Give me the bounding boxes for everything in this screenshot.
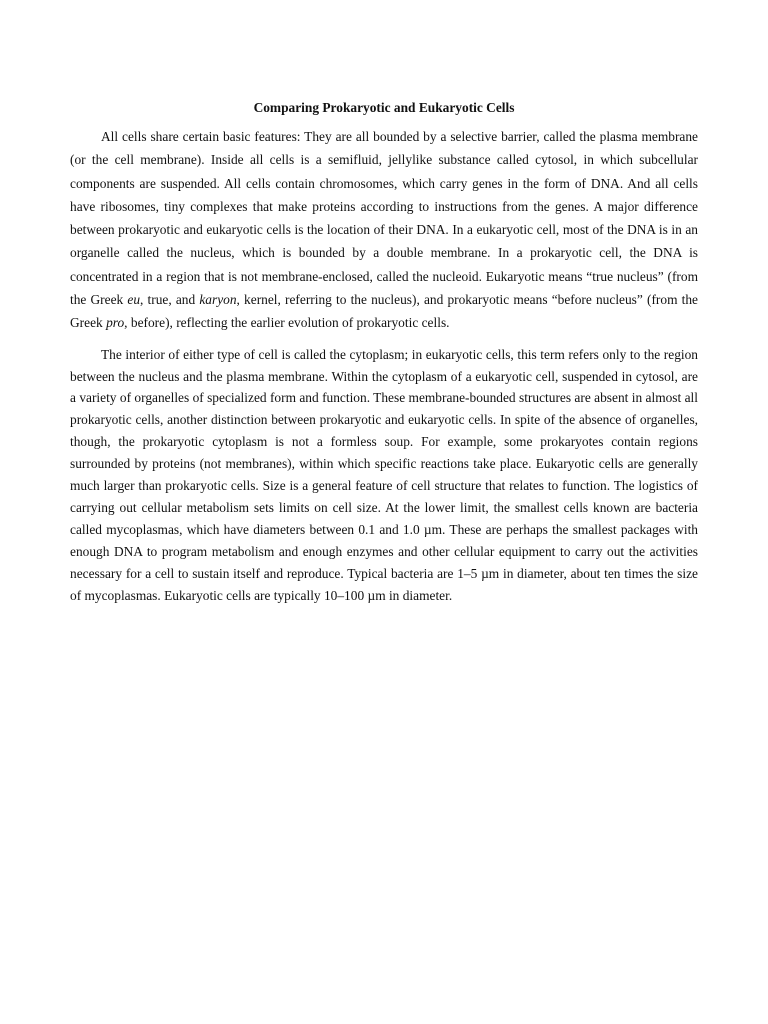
document-body <box>70 96 698 607</box>
paragraph-1-italic-pro: pro <box>106 315 125 331</box>
document-title: Comparing Prokaryotic and Eukaryotic Cells <box>253 100 515 115</box>
paragraph-1-italic-karyon: karyon <box>199 292 237 308</box>
paragraph-2: The interior of either type of cell is called the cytoplasm; in eukaryotic cells, this term refers only to the region between the nucleus and the plasma membrane. Within the cytoplasm of a eukaryotic cell, suspended in cytosol, are a variety of organelles of specialized form and function. These membrane-bounded structures are absent in almost all prokaryotic cells, another distinction between prokaryotic and eukaryotic cells. In spite of the absence of organelles, though, the prokaryotic cytoplasm is not a formless soup. For example, some prokaryotes contain regions surrounded by proteins (not membranes), within which specific reactions take place. Eukaryotic cells are generally much larger than prokaryotic cells. Size is a general feature of cell structure that relates to function. The logistics of carrying out cellular metabolism sets limits on cell size. At the lower limit, the smallest cells known are bacteria called mycoplasmas, which have diameters between 0.1 and 1.0 µm. These are perhaps the smallest packages with enough DNA to program metabolism and enough enzymes and other cellular equipment to carry out the activities necessary for a cell to sustain itself and reproduce. Typical bacteria are 1–5 µm in diameter, about ten times the size of mycoplasmas. Eukaryotic cells are typically 10–100 µm in diameter. <box>70 346 698 603</box>
paragraph-1-text-b: , true, and <box>140 292 200 308</box>
paragraph-1-text-a: All cells share certain basic features: They are all bounded by a selective barrier, called the plasma membrane (or the cell membrane). Inside all cells is a semifluid, jellylike substance called cytosol, in which subcellular components are suspended. All cells contain chromosomes, which carry genes in the form of DNA. And all cells have ribosomes, tiny complexes that make proteins according to instructions from the genes. A major difference between prokaryotic and eukaryotic cells is the location of their DNA. In a eukaryotic cell, most of the DNA is in an organelle called the nucleus, which is bounded by a double membrane. In a prokaryotic cell, the DNA is concentrated in a region that is not membrane-enclosed, called the nucleoid. Eukaryotic means “true nucleus” (from the Greek <box>70 129 698 308</box>
paragraph-1-text-d: , before), reflecting the earlier evolution of prokaryotic cells. <box>124 315 450 331</box>
paragraph-1-italic-eu: eu <box>127 292 141 308</box>
paragraph-1 <box>70 125 698 335</box>
paragraph-1-text-c: , kernel, referring to the nucleus), and prokaryotic means “before nucleus” (from the Greek <box>70 292 698 331</box>
